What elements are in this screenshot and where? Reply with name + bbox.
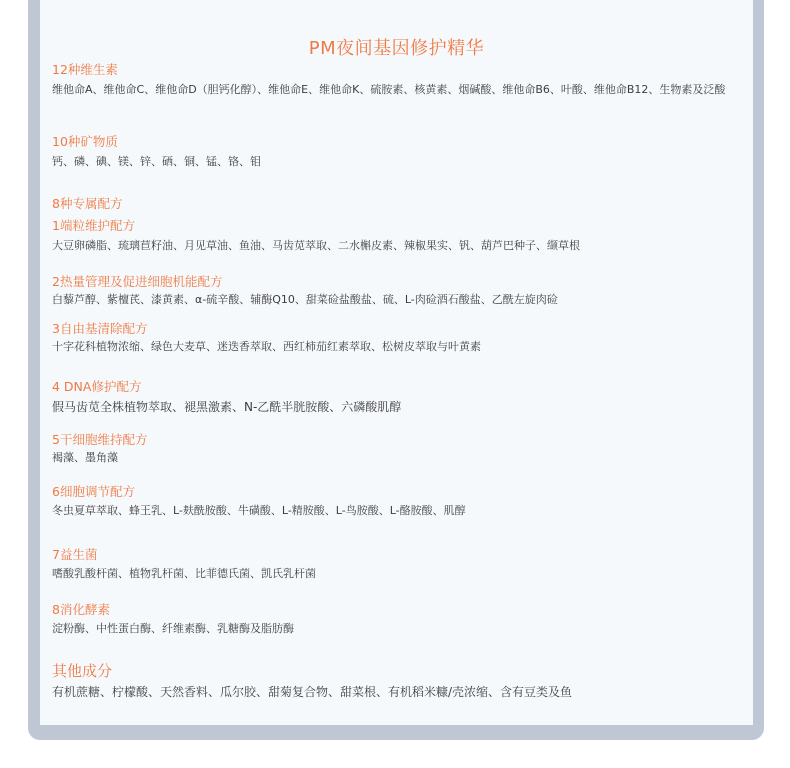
section-stem-cell <box>52 431 750 467</box>
section-heading: 5干细胞维持配方 <box>52 432 148 447</box>
section-minerals <box>52 133 750 173</box>
section-body: 白藜芦醇、紫檀芪、漆黄素、α-硫辛酸、辅酶Q10、甜菜硷盐酸盐、硫、L-肉硷酒石酸盐、乙酰左旋肉硷 <box>52 293 558 306</box>
section-probiotics <box>52 546 750 584</box>
section-body: 褐藻、墨角藻 <box>52 451 118 464</box>
section-body: 假马齿苋全株植物萃取、褪黑激素、N-乙酰半胱胺酸、六磷酸肌醇 <box>52 400 402 414</box>
section-heading: 7益生菌 <box>52 547 98 562</box>
card-frame <box>28 0 764 740</box>
section-body: 冬虫夏草萃取、蜂王乳、L-麸酰胺酸、牛磺酸、L-精胺酸、L-鸟胺酸、L-酪胺酸、肌醇 <box>52 504 466 517</box>
section-body: 十字花科植物浓缩、绿色大麦草、迷迭香萃取、西红柿茄红素萃取、松树皮萃取与叶黄素 <box>52 340 481 353</box>
page-title: PM夜间基因修护精华 <box>308 38 485 59</box>
section-heading: 8消化酵素 <box>52 602 110 617</box>
section-vitamins <box>52 61 750 101</box>
section-body: 淀粉酶、中性蛋白酶、纤维素酶、乳糖酶及脂肪酶 <box>52 622 294 635</box>
section-body: 嗜酸乳酸杆菌、植物乳杆菌、比菲德氏菌、凯氏乳杆菌 <box>52 567 316 580</box>
section-heading: 2热量管理及促进细胞机能配方 <box>52 274 223 289</box>
section-dna <box>52 378 750 418</box>
section-heading: 1端粒维护配方 <box>52 218 135 233</box>
section-cell-regulation <box>52 483 750 521</box>
section-calorie <box>52 273 750 309</box>
section-heading: 4 DNA修护配方 <box>52 379 142 394</box>
section-body: 大豆卵磷脂、琉璃苣籽油、月见草油、鱼油、马齿苋萃取、二水槲皮素、辣椒果实、钒、葫芦巴种子、缬草根 <box>52 239 580 252</box>
section-other-ingredients <box>52 661 750 703</box>
section-body: 维他命A、维他命C、维他命D（胆钙化醇）、维他命E、维他命K、硫胺素、核黄素、烟碱酸、维他命B6、叶酸、维他命B12、生物素及泛酸 <box>52 83 726 96</box>
section-heading: 12种维生素 <box>52 62 118 77</box>
section-heading: 10种矿物质 <box>52 134 118 149</box>
section-body: 有机蔗糖、柠檬酸、天然香料、瓜尔胶、甜菊复合物、甜菜根、有机稻米糠/壳浓缩、含有豆类及鱼 <box>52 685 573 699</box>
section-free-radical <box>52 320 750 356</box>
section-heading: 3自由基清除配方 <box>52 321 148 336</box>
section-body: 钙、磷、碘、镁、锌、硒、铜、锰、铬、钼 <box>52 155 261 168</box>
section-heading: 8种专属配方 <box>52 196 123 211</box>
section-exclusive-formulas <box>52 195 750 213</box>
section-telomere <box>52 217 750 257</box>
section-heading: 其他成分 <box>52 662 113 680</box>
section-enzymes <box>52 601 750 639</box>
content-panel <box>40 0 753 725</box>
section-heading: 6细胞调节配方 <box>52 484 135 499</box>
